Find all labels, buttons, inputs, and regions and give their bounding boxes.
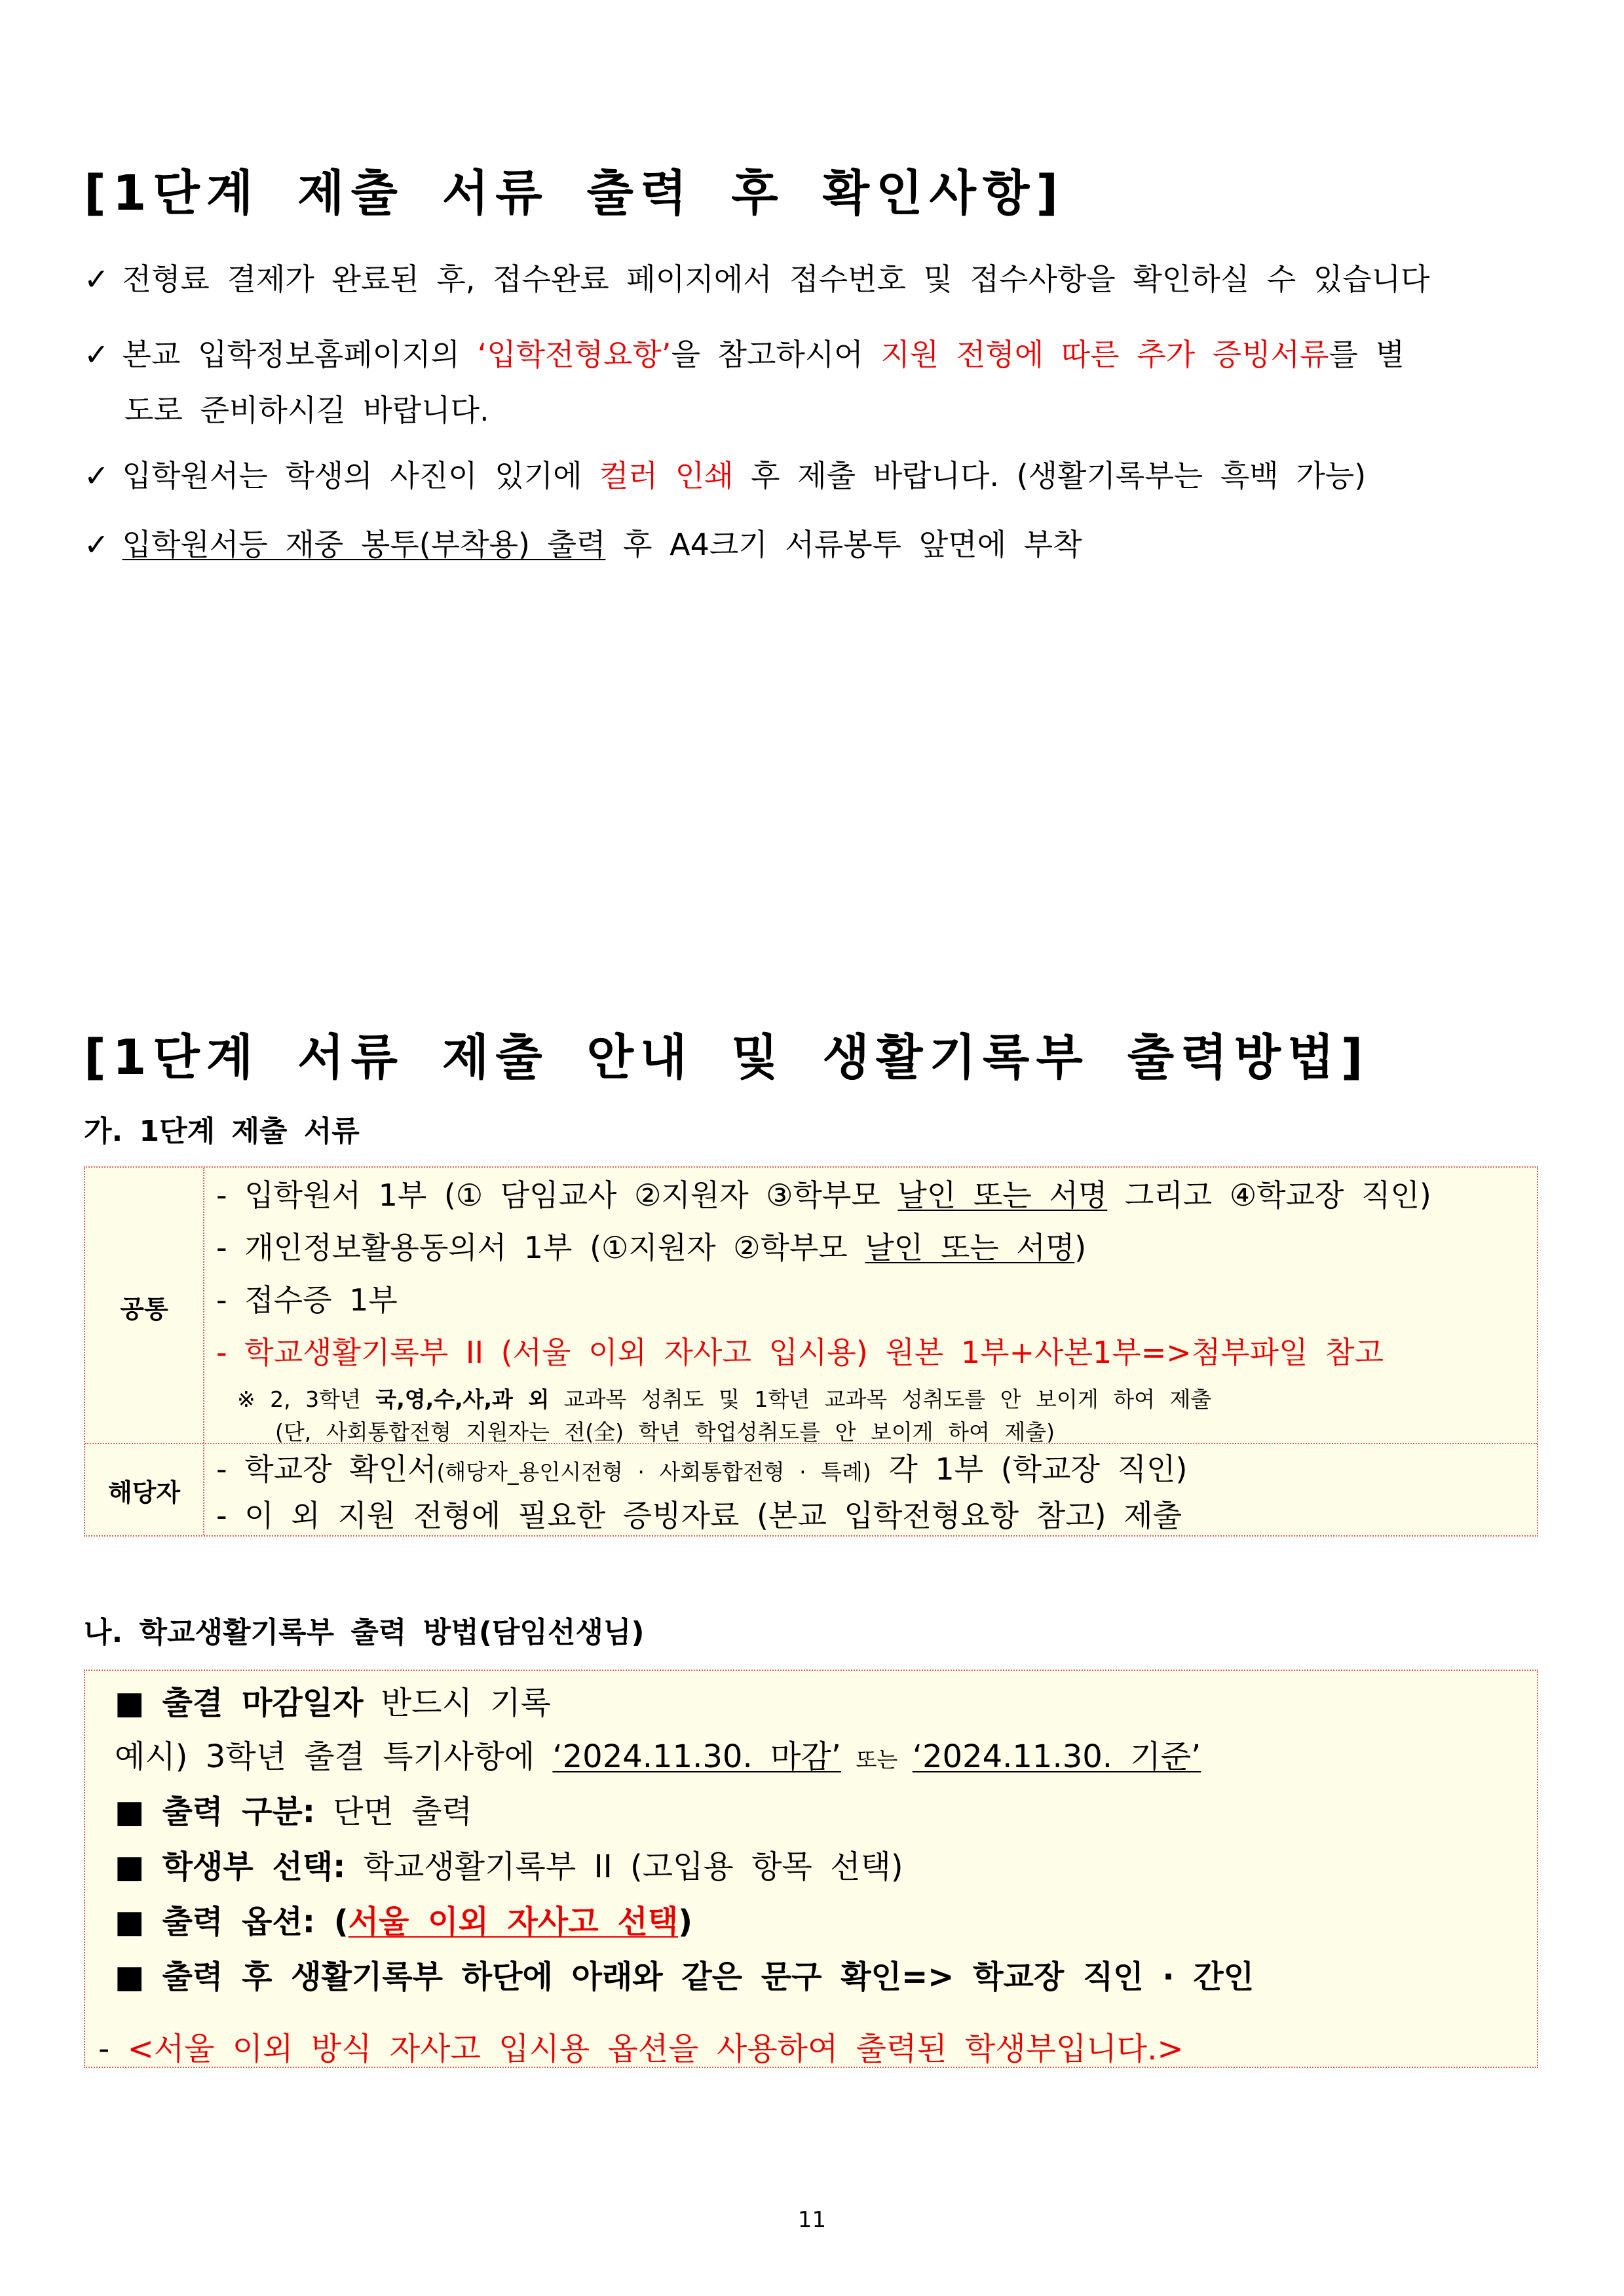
documents-table [84, 1166, 1538, 1537]
doc-row-application: - 입학원서 1부 (① 담임교사 ②지원자 ③학부모 날인 또는 서명 그리고 ④학교장 직인) [216, 1177, 1431, 1213]
checklist-item-2-cont: 도로 준비하시길 바랍니다. [124, 392, 489, 428]
doc-note-2: (단, 사회통합전형 지원자는 전(全) 학년 학업성취도를 안 보이게 하여 제출) [275, 1419, 1055, 1445]
applicable-label: 해당자 [107, 1478, 181, 1507]
checklist-item-2: ✓ 본교 입학정보홈페이지의 ‘입학전형요항’을 참고하시어 지원 전형에 따른 추가 증빙서류를 별 [84, 337, 1405, 372]
print-line-confirm: ■ 출력 후 생활기록부 하단에 아래와 같은 문구 확인=> 학교장 직인 · 간인 [115, 1959, 1255, 1995]
print-line-option: ■ 출력 옵션: (서울 이외 자사고 선택) [115, 1904, 693, 1940]
doc-row-principal-confirm: - 학교장 확인서(해당자_용인시전형 · 사회통합전형 · 특례) 각 1부 (학교장 직인) [216, 1451, 1188, 1487]
square-bullet-icon: ■ [115, 1793, 145, 1830]
doc-row-record: - 학교생활기록부 II (서울 이외 자사고 입시용) 원본 1부+사본1부=>첨부파일 참고 [216, 1335, 1384, 1370]
page-number: 11 [797, 2207, 827, 2233]
checklist-item-1: ✓ 전형료 결제가 완료된 후, 접수완료 페이지에서 접수번호 및 접수사항을 확인하실 수 있습니다 [84, 261, 1430, 297]
doc-note-1: ※ 2, 3학년 국,영,수,사,과 외 교과목 성취도 및 1학년 교과목 성취도를 안 보이게 하여 제출 [237, 1387, 1212, 1412]
check-icon: ✓ [84, 458, 109, 493]
checklist-item-4: ✓ 입학원서등 재중 봉투(부착용) 출력 후 A4크기 서류봉투 앞면에 부착 [84, 527, 1082, 562]
square-bullet-icon: ■ [115, 1904, 145, 1940]
common-label: 공통 [120, 1295, 168, 1324]
square-bullet-icon: ■ [115, 1959, 145, 1995]
square-bullet-icon: ■ [115, 1848, 145, 1885]
section1-title: [1단계 제출 서류 출력 후 확인사항] [84, 165, 1065, 221]
subsection-b-title: 나. 학교생활기록부 출력 방법(담임선생님) [84, 1616, 645, 1649]
check-icon: ✓ [84, 261, 109, 297]
print-line-record-select: ■ 학생부 선택: 학교생활기록부 II (고입용 항목 선택) [115, 1848, 903, 1885]
print-line-type: ■ 출력 구분: 단면 출력 [115, 1793, 473, 1830]
check-icon: ✓ [84, 337, 109, 372]
subsection-a-title: 가. 1단계 제출 서류 [84, 1115, 360, 1148]
checklist-item-3: ✓ 입학원서는 학생의 사진이 있기에 컬러 인쇄 후 제출 바랍니다. (생활기록부는 흑백 가능) [84, 458, 1367, 493]
print-line-phrase: - <서울 이외 방식 자사고 입시용 옵션을 사용하여 출력된 학생부입니다.> [98, 2031, 1184, 2067]
check-icon: ✓ [84, 527, 109, 562]
print-line-attendance: ■ 출결 마감일자 반드시 기록 [115, 1685, 551, 1721]
doc-row-receipt: - 접수증 1부 [216, 1282, 398, 1318]
square-bullet-icon: ■ [115, 1685, 145, 1721]
doc-row-privacy: - 개인정보활용동의서 1부 (①지원자 ②학부모 날인 또는 서명) [216, 1230, 1087, 1265]
doc-row-evidence: - 이 외 지원 전형에 필요한 증빙자료 (본교 입학전형요항 참고) 제출 [216, 1498, 1182, 1533]
section2-title: [1단계 서류 제출 안내 및 생활기록부 출력방법] [84, 1029, 1370, 1086]
print-method-box [84, 1670, 1538, 2068]
print-line-example: 예시) 3학년 출결 특기사항에 ‘2024.11.30. 마감’ 또는 ‘2024.11.30. 기준’ [115, 1738, 1201, 1775]
